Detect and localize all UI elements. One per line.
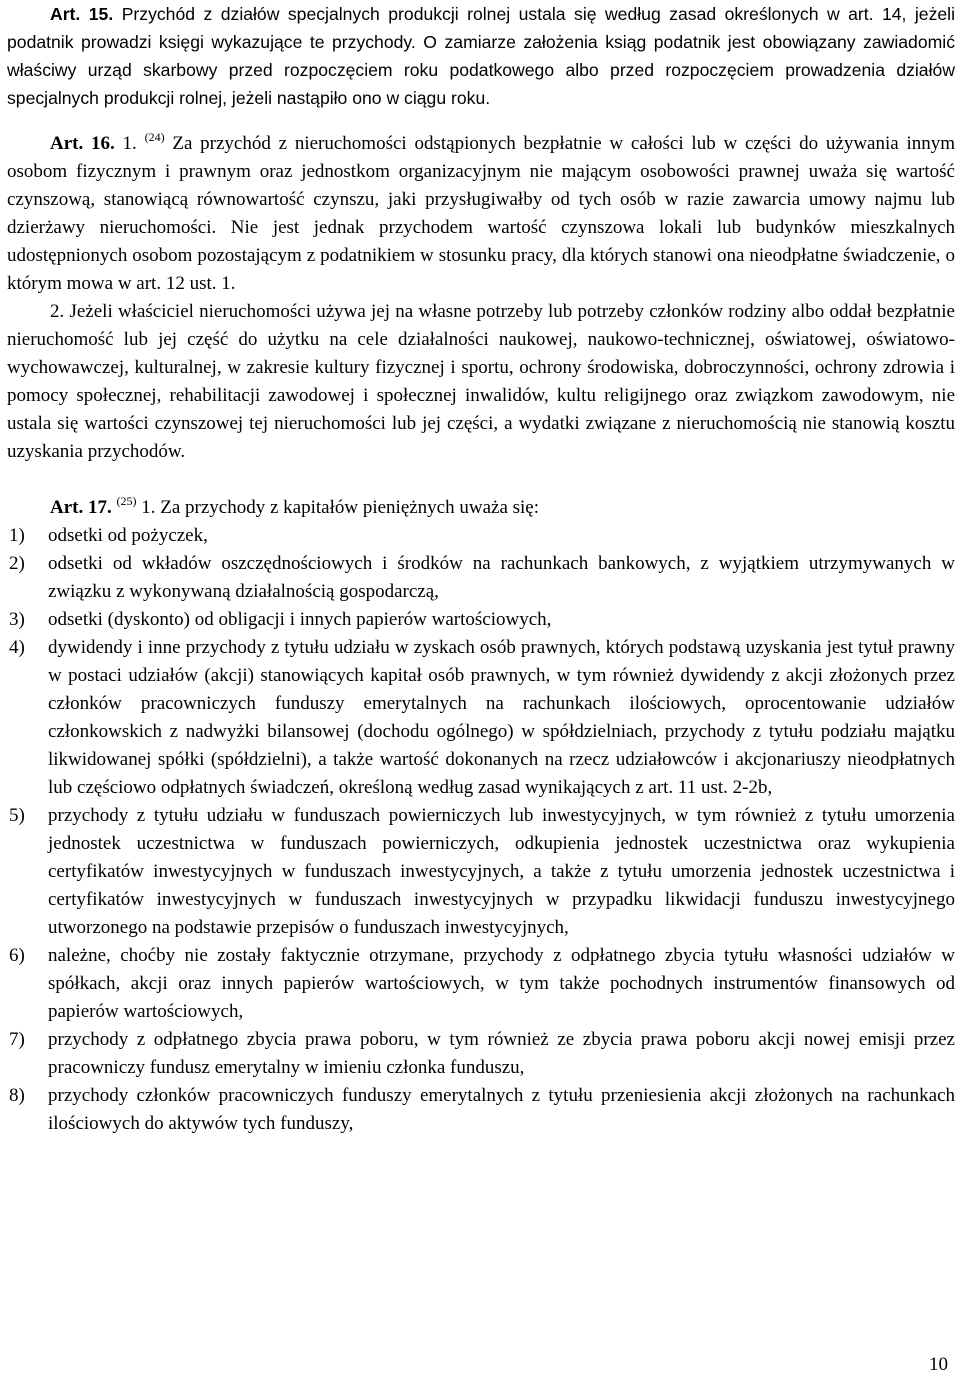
list-item-number: 4) (9, 637, 25, 658)
art17-heading: Art. 17. (50, 497, 112, 518)
art16-paragraph-2: 2. Jeżeli właściciel nieruchomości używa jej na własne potrzeby lub potrzeby członków rodziny albo oddał bezpłatnie nieruchomość lub jej część do użytku na cele działalności naukowej, naukowo-technicznej, oświatowej, oświatowo-wychowawczej, kulturalnej, w zakresie kultury fizycznej i sportu, ochrony środowiska, dobroczynności, ochrony zdrowia i pomocy społecznej, rehabilitacji zawodowej i społecznej inwalidów, kultu religijnego oraz związkom zawodowym, nie ustala się wartości czynszowej tej nieruchomości lub jej części, a wydatki związane z nieruchomością nie stanowią kosztu uzyskania przychodów. (7, 301, 955, 462)
spacer (7, 112, 955, 128)
list-item (7, 942, 955, 1026)
art17-intro (7, 492, 955, 522)
list-item-text: dywidendy i inne przychody z tytułu udziału w zyskach osób prawnych, których podstawą uzyskania jest tytuł prawny w postaci udziałów (akcji) stanowiących kapitał osób prawnych, w tym również dywidendy z akcji złożonych przez członków pracowniczych funduszy emerytalnych na rachunkach ilościowych, oprocentowanie udziałów członkowskich z nadwyżki bilansowej (dochodu ogólnego) w spółdzielniach, przychody z tytułu podziału majątku likwidowanej spółki (spółdzielni), a także wartość dokonanych na rzecz udziałowców i akcjonariuszy nieodpłatnych lub częściowo odpłatnych świadczeń, określoną według zasad wynikających z art. 11 ust. 2-2b, (48, 637, 955, 798)
art17-intro-text: 1. Za przychody z kapitałów pieniężnych uważa się: (141, 497, 540, 518)
art16-heading: Art. 16. (50, 133, 115, 154)
art16-para1-text: Za przychód z nieruchomości odstąpionych bezpłatnie w całości lub w części do używania innym osobom fizycznym i prawnym oraz jednostkom organizacyjnym nie mającym osobowości prawnej uważa się wartość czynszową, stanowiącą równowartość czynszu, jaki przysługiwałby od tych osób w razie zawarcia umowy najmu lub dzierżawy nieruchomości. Nie jest jednak przychodem wartość czynszowa lokali lub budynków mieszkalnych udostępnionych osobom pozostającym z podatnikiem w stosunku pracy, dla których stanowi ona nieodpłatne świadczenie, o którym mowa w art. 12 ust. 1. (7, 133, 956, 294)
list-item (7, 550, 955, 606)
list-item (7, 606, 955, 634)
list-item (7, 522, 955, 550)
list-item (7, 1026, 955, 1082)
list-item-number: 1) (9, 525, 25, 546)
art16-para1-number: 1. (122, 133, 137, 154)
list-item-number: 6) (9, 945, 25, 966)
list-item (7, 634, 955, 802)
document-page (7, 0, 955, 1138)
footnote-ref-24: (24) (144, 130, 165, 144)
list-item-text: odsetki od pożyczek, (48, 525, 208, 546)
list-item-text: przychody członków pracowniczych funduszy emerytalnych z tytułu przeniesienia akcji złożonych na rachunkach ilościowych do aktywów tych funduszy, (48, 1085, 955, 1134)
list-item-number: 8) (9, 1085, 25, 1106)
list-item-number: 2) (9, 553, 25, 574)
list-item (7, 802, 955, 942)
list-item-text: odsetki (dyskonto) od obligacji i innych papierów wartościowych, (48, 609, 552, 630)
list-item-number: 7) (9, 1029, 25, 1050)
list-item-number: 5) (9, 805, 25, 826)
list-item-text: należne, choćby nie zostały faktycznie otrzymane, przychody z odpłatnego zbycia tytułu własności udziałów w spółkach, akcji oraz innych papierów wartościowych, w tym także pochodnych instrumentów finansowych od papierów wartościowych, (48, 945, 955, 1022)
art16-paragraph-1 (7, 128, 955, 298)
art15-text: Przychód z działów specjalnych produkcji rolnej ustala się według zasad określonych w art. 14, jeżeli podatnik prowadzi księgi wykazujące te przychody. O zamiarze założenia ksiąg podatnik jest obowiązany zawiadomić właściwy urząd skarbowy przed rozpoczęciem roku podatkowego albo przed rozpoczęciem prowadzenia działów specjalnych produkcji rolnej, jeżeli nastąpiło ono w ciągu roku. (7, 4, 955, 108)
list-item (7, 1082, 955, 1138)
art15-paragraph (7, 0, 955, 112)
art15-heading: Art. 15. (50, 4, 114, 24)
list-item-number: 3) (9, 609, 25, 630)
list-item-text: przychody z tytułu udziału w funduszach powierniczych lub inwestycyjnych, w tym również z tytułu umorzenia jednostek uczestnictwa w funduszach powierniczych, odkupienia jednostek uczestnictwa oraz wykupienia certyfikatów inwestycyjnych w funduszach inwestycyjnych, a także z tytułu umorzenia jednostek uczestnictwa i certyfikatów inwestycyjnych w funduszach inwestycyjnych w przypadku likwidacji funduszu inwestycyjnego utworzonego na podstawie przepisów o funduszach inwestycyjnych, (48, 805, 955, 938)
list-item-text: przychody z odpłatnego zbycia prawa poboru, w tym również ze zbycia prawa poboru akcji nowej emisji przez pracowniczy fundusz emerytalny w imieniu członka funduszu, (48, 1029, 955, 1078)
spacer (7, 466, 955, 492)
footnote-ref-25: (25) (116, 494, 137, 508)
list-item-text: odsetki od wkładów oszczędnościowych i środków na rachunkach bankowych, z wyjątkiem utrzymywanych w związku z wykonywaną działalnością gospodarczą, (48, 553, 955, 602)
page-number: 10 (929, 1354, 948, 1375)
art17-list (7, 522, 955, 1138)
